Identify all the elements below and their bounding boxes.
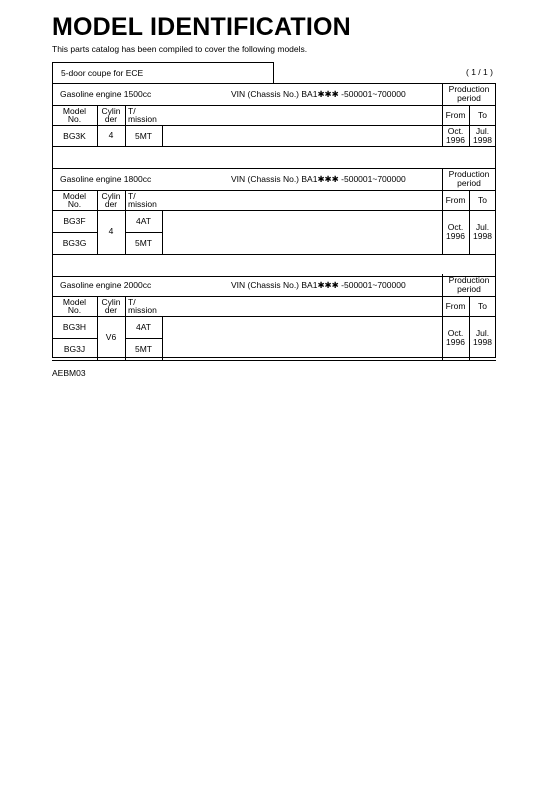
cylinder-header: Cylin bbox=[101, 297, 121, 307]
transmission-header: T/ bbox=[128, 191, 136, 201]
model-number: BG3G bbox=[62, 238, 87, 248]
production-period-header: period bbox=[457, 93, 481, 103]
model-row-divider bbox=[125, 338, 162, 339]
transmission-header: mission bbox=[128, 199, 157, 209]
production-to: Jul. bbox=[475, 328, 490, 338]
column-divider bbox=[162, 125, 163, 146]
cylinder-header: der bbox=[104, 305, 118, 315]
model-no-header: No. bbox=[67, 305, 82, 315]
model-row-divider bbox=[52, 232, 97, 233]
transmission-header: mission bbox=[128, 305, 157, 315]
column-divider bbox=[162, 210, 163, 254]
model-number: BG3F bbox=[63, 216, 86, 226]
model-no-header: Model bbox=[62, 191, 87, 201]
footer-code: AEBM03 bbox=[52, 368, 86, 378]
from-header: From bbox=[445, 110, 466, 120]
production-period-header: Production bbox=[448, 84, 490, 94]
from-header: From bbox=[445, 301, 466, 311]
page-indicator: ( 1 / 1 ) bbox=[466, 67, 493, 77]
production-period-header: Production bbox=[448, 275, 490, 285]
production-from: Oct. bbox=[447, 222, 464, 232]
transmission-value: 5MT bbox=[135, 238, 152, 248]
production-to: Jul. bbox=[475, 125, 490, 136]
production-period-header: period bbox=[457, 178, 481, 188]
cylinder-header: Cylin bbox=[101, 106, 121, 116]
page-subtitle: This parts catalog has been compiled to cover the following models. bbox=[52, 44, 308, 54]
production-to: 1998 bbox=[473, 134, 492, 145]
model-no-header: Model bbox=[62, 106, 87, 116]
header-row-divider bbox=[52, 210, 496, 211]
section-bottom-divider bbox=[52, 360, 496, 361]
header-row-divider bbox=[52, 316, 496, 317]
to-header: To bbox=[478, 110, 487, 120]
model-number: BG3J bbox=[63, 344, 86, 354]
production-to: 1998 bbox=[473, 231, 492, 241]
model-no-header: No. bbox=[67, 199, 82, 209]
model-number: BG3H bbox=[62, 322, 87, 332]
section-gap-divider bbox=[52, 276, 496, 277]
column-divider bbox=[162, 316, 163, 360]
cylinder-value: 4 bbox=[108, 129, 114, 140]
transmission-header: T/ bbox=[128, 297, 136, 307]
to-header: To bbox=[478, 195, 487, 205]
section-gap-divider bbox=[52, 168, 496, 169]
cylinder-header: Cylin bbox=[101, 191, 121, 201]
vin-range: VIN (Chassis No.) BA1✱✱✱ -500001~700000 bbox=[231, 280, 406, 290]
cylinder-header: der bbox=[104, 199, 118, 209]
to-header: To bbox=[478, 301, 487, 311]
engine-label: Gasoline engine 2000cc bbox=[60, 280, 152, 290]
transmission-value: 4AT bbox=[136, 216, 151, 226]
model-no-header: No. bbox=[67, 114, 82, 124]
production-period-header: period bbox=[457, 284, 481, 294]
production-from: 1996 bbox=[446, 231, 465, 241]
model-number: BG3K bbox=[63, 131, 86, 141]
engine-label: Gasoline engine 1800cc bbox=[60, 174, 152, 184]
transmission-value: 5MT bbox=[135, 344, 152, 354]
production-to: 1998 bbox=[473, 337, 492, 347]
page-title: MODEL IDENTIFICATION bbox=[52, 13, 351, 41]
section-bottom-divider bbox=[52, 254, 496, 255]
from-header: From bbox=[445, 195, 466, 205]
cylinder-value: 4 bbox=[108, 226, 114, 236]
transmission-header: T/ bbox=[128, 106, 136, 116]
transmission-header: mission bbox=[128, 114, 157, 124]
engine-label: Gasoline engine 1500cc bbox=[60, 89, 152, 99]
production-from: Oct. bbox=[447, 125, 464, 136]
body-type-label: 5-door coupe for ECE bbox=[52, 62, 274, 83]
production-period-header: Production bbox=[448, 169, 490, 179]
model-row-divider bbox=[52, 338, 97, 339]
cylinder-value: V6 bbox=[105, 332, 117, 342]
section-bottom-divider bbox=[52, 146, 496, 147]
vin-range: VIN (Chassis No.) BA1✱✱✱ -500001~700000 bbox=[231, 89, 406, 99]
transmission-value: 5MT bbox=[135, 131, 152, 141]
cylinder-header: der bbox=[104, 114, 118, 124]
vin-range: VIN (Chassis No.) BA1✱✱✱ -500001~700000 bbox=[231, 174, 406, 184]
model-row-divider bbox=[125, 232, 162, 233]
production-from: Oct. bbox=[447, 328, 464, 338]
production-from: 1996 bbox=[446, 337, 465, 347]
model-no-header: Model bbox=[62, 297, 87, 307]
header-row-divider bbox=[52, 125, 496, 126]
production-to: Jul. bbox=[475, 222, 490, 232]
transmission-value: 4AT bbox=[136, 322, 151, 332]
production-from: 1996 bbox=[446, 134, 465, 145]
